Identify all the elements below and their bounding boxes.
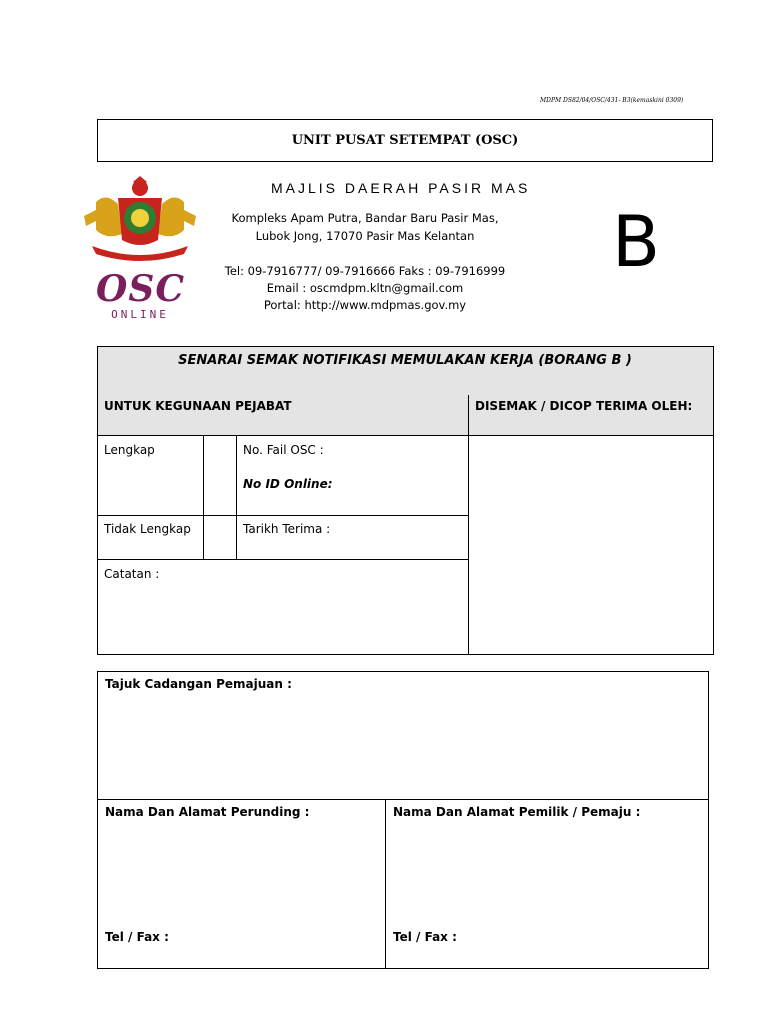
received-date-label: Tarikh Terima : [243, 522, 331, 536]
project-border-top [97, 671, 709, 672]
form-letter: B [612, 201, 661, 283]
contact-portal: Portal: http://www.mdpmas.gov.my [263, 298, 467, 312]
owner-tel-fax-label: Tel / Fax : [393, 930, 457, 944]
contact-email: Email : oscmdpm.kltn@gmail.com [266, 281, 464, 295]
consultant-tel-fax-label: Tel / Fax : [105, 930, 169, 944]
incomplete-checkbox[interactable] [204, 516, 236, 559]
checkbox-column-right [236, 435, 237, 560]
row-divider-1 [97, 515, 469, 516]
file-number-label: No. Fail OSC : [243, 443, 324, 457]
document-code: MDPM DS82/04/OSC/431- B3(kemaskini 0309) [540, 97, 684, 104]
checklist-border-top [97, 346, 714, 347]
notes-label: Catatan : [104, 567, 160, 581]
checklist-border-left [97, 346, 98, 655]
project-divider-horizontal [97, 799, 709, 800]
consultant-label: Nama Dan Alamat Perunding : [105, 805, 310, 819]
project-divider-vertical [385, 799, 386, 969]
council-crest-logo [82, 172, 198, 264]
unit-title: UNIT PUSAT SETEMPAT (OSC) [291, 133, 519, 148]
unit-title-box [97, 119, 713, 162]
incomplete-label: Tidak Lengkap [104, 522, 191, 536]
online-id-label: No ID Online: [243, 477, 333, 491]
osc-logo-subtext: ONLINE [111, 308, 169, 321]
checked-by-label: DISEMAK / DICOP TERIMA OLEH: [475, 399, 693, 413]
checklist-border-bottom [97, 654, 714, 655]
row-divider-2 [97, 559, 469, 560]
address-line-1: Kompleks Apam Putra, Bandar Baru Pasir Mas, [231, 211, 499, 225]
contact-phone: Tel: 09-7916777/ 09-7916666 Faks : 09-7916999 [224, 264, 506, 278]
owner-label: Nama Dan Alamat Pemilik / Pemaju : [393, 805, 641, 819]
project-border-left [97, 671, 98, 969]
checklist-border-right [713, 346, 714, 655]
project-border-right [708, 671, 709, 969]
osc-logo-text: OSC [96, 268, 186, 310]
office-use-label: UNTUK KEGUNAAN PEJABAT [104, 399, 292, 413]
complete-label: Lengkap [104, 443, 155, 457]
project-border-bottom [97, 968, 709, 969]
checklist-divider-header [97, 435, 714, 436]
project-title-label: Tajuk Cadangan Pemajuan : [105, 677, 292, 691]
checklist-title: SENARAI SEMAK NOTIFIKASI MEMULAKAN KERJA (BORANG B ) [178, 353, 632, 368]
council-name: MAJLIS DAERAH PASIR MAS [271, 180, 531, 196]
osc-online-logo [96, 268, 186, 324]
address-line-2: Lubok Jong, 17070 Pasir Mas Kelantan [255, 229, 475, 243]
checklist-divider-vertical [468, 395, 469, 655]
complete-checkbox[interactable] [204, 436, 236, 515]
